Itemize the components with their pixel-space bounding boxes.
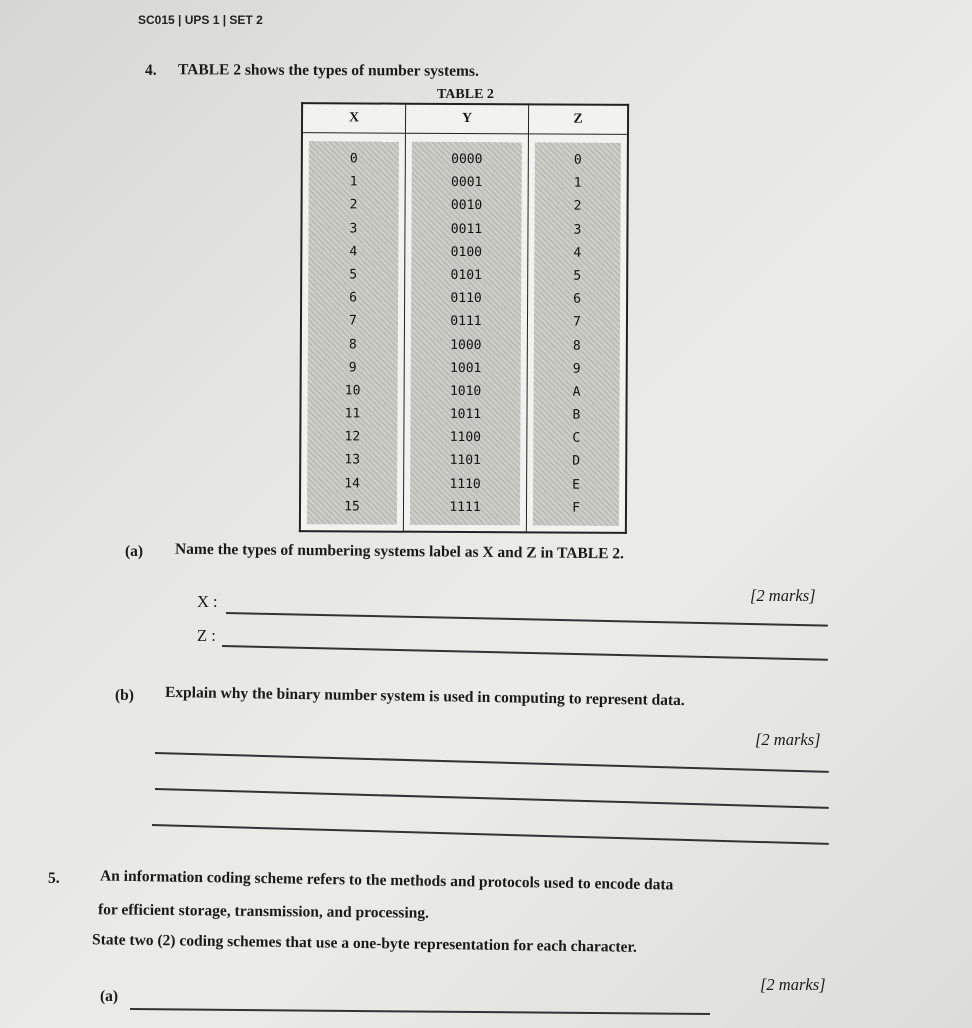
b-answer-line-2[interactable] <box>155 788 829 808</box>
table-cell-x: 1 <box>349 174 358 190</box>
table-cell-x: 8 <box>348 336 357 352</box>
table-cell-y: 0111 <box>450 314 482 330</box>
table-cell-y: 0100 <box>450 244 483 260</box>
q5-a-answer-line[interactable] <box>130 1008 710 1015</box>
question-4-intro: TABLE 2 shows the types of number systems. <box>177 61 479 80</box>
table-cell-z: 9 <box>572 361 581 377</box>
table-cell-x: 10 <box>344 383 361 399</box>
table-cell-z: 0 <box>573 152 582 168</box>
table-cell-x: 13 <box>344 452 361 468</box>
table-cell-x: 15 <box>344 499 360 515</box>
table-cell-y: 0110 <box>450 291 482 307</box>
z-answer-line[interactable] <box>222 645 828 660</box>
document-header: SC015 | UPS 1 | SET 2 <box>138 13 263 27</box>
part-a-marks: [2 marks] <box>750 586 816 605</box>
question-4-number: 4. <box>145 62 157 79</box>
table-cell-y: 1000 <box>450 337 482 353</box>
column-y <box>403 133 528 532</box>
table-cell-x: 6 <box>349 290 358 306</box>
column-x <box>300 133 406 532</box>
table-cell-z: D <box>572 454 581 470</box>
table-cell-x: 11 <box>344 406 361 422</box>
q5-part-a-label: (a) <box>100 988 119 1005</box>
part-b-label: (b) <box>115 687 134 704</box>
z-answer-label: Z : <box>197 626 216 645</box>
table-cell-y: 1100 <box>449 430 482 446</box>
part-a-text: Name the types of numbering systems label as X and Z in TABLE 2. <box>174 540 625 563</box>
table-cell-z: 2 <box>573 198 582 214</box>
table-cell-y: 1011 <box>449 406 482 423</box>
table-cell-x: 14 <box>344 476 360 492</box>
table-cell-y: 1101 <box>449 453 481 469</box>
table-cell-x: 4 <box>349 244 358 260</box>
question-5-line-1: An information coding scheme refers to the methods and protocols used to encode data <box>99 867 674 894</box>
table-cell-x: 9 <box>348 360 357 376</box>
question-5-marks: [2 marks] <box>760 975 826 994</box>
table-cell-z: B <box>572 407 581 423</box>
table-cell-z: 4 <box>573 245 582 261</box>
table-cell-z: 8 <box>572 338 581 354</box>
x-answer-label: X : <box>197 592 218 611</box>
table-cell-x: 12 <box>344 429 361 445</box>
x-answer-line[interactable] <box>226 612 828 626</box>
table-cell-x: 2 <box>349 197 358 213</box>
b-answer-line-3[interactable] <box>152 824 829 844</box>
table-cell-x: 5 <box>349 267 358 283</box>
table-cell-z: 1 <box>573 175 582 191</box>
header-z: Z <box>528 104 628 134</box>
table-cell-z: E <box>572 477 581 493</box>
table-cell-z: 7 <box>573 314 581 330</box>
part-b-text: Explain why the binary number system is used in computing to represent data. <box>164 683 685 710</box>
table-cell-z: 6 <box>573 291 582 307</box>
header-x: X <box>302 103 406 133</box>
question-5-number: 5. <box>48 870 60 887</box>
table-cell-y: 0000 <box>451 151 483 168</box>
table-cell-y: 0010 <box>450 198 483 214</box>
table-cell-y: 0001 <box>451 175 483 191</box>
table-title: TABLE 2 <box>437 87 494 102</box>
table-cell-y: 0011 <box>450 221 483 237</box>
table-cell-z: 5 <box>573 268 582 284</box>
header-y: Y <box>405 104 528 134</box>
question-5-line-3: State two (2) coding schemes that use a one-byte representation for each character. <box>91 931 637 956</box>
question-5-line-2: for efficient storage, transmission, and processing. <box>97 901 430 922</box>
table-cell-z: A <box>572 384 581 400</box>
table-cell-y: 0101 <box>450 267 482 284</box>
table-cell-y: 1010 <box>449 383 482 399</box>
table-cell-y: 1110 <box>449 476 481 492</box>
number-systems-table <box>299 102 629 534</box>
table-cell-x: 7 <box>349 313 357 329</box>
part-a-label: (a) <box>125 543 144 560</box>
part-b-marks: [2 marks] <box>755 730 821 749</box>
column-z <box>526 134 628 533</box>
table-cell-z: 3 <box>573 222 582 238</box>
table-cell-z: C <box>572 430 581 446</box>
table-cell-x: 3 <box>349 220 358 237</box>
table-cell-y: 1111 <box>449 499 481 515</box>
table-cell-x: 0 <box>349 151 358 167</box>
table-cell-y: 1001 <box>450 360 482 376</box>
b-answer-line-1[interactable] <box>155 752 829 772</box>
table-cell-z: F <box>572 500 580 516</box>
